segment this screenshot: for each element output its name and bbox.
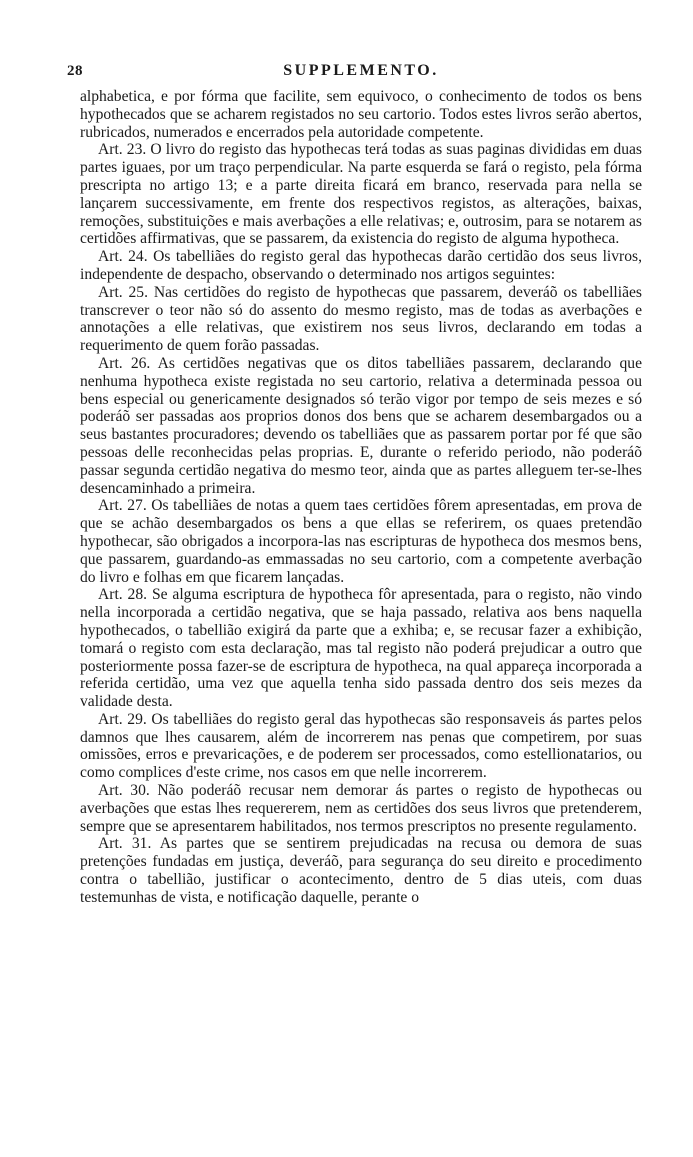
article-31 — [80, 835, 642, 906]
article-text: Não poderáõ recusar nem demorar ás partes o registo de hypothecas ou averbações que estas lhes requererem, nem as certidões dos seus livros que pretenderem, sempre que se apresentarem habilitados, nos termos prescriptos no presente regulamento. — [80, 782, 643, 835]
article-text: Os tabelliães do registo geral das hypothecas darão certidão dos seus livros, independente de despacho, observando o determinado nos artigos seguintes: — [80, 248, 642, 283]
article-label: Art. 24. — [98, 248, 148, 266]
article-29 — [80, 711, 642, 782]
article-text: As partes que se sentirem prejudicadas na recusa ou demora de suas pretenções fundadas em justiça, deveráõ, para segurança do seu direito e procedimento contra o tabellião, justificar o acontecimento, dentro de 5 dias uteis, com duas testemunhas de vista, e notificação daquelle, perante o — [80, 835, 642, 906]
article-27 — [80, 497, 642, 586]
page-header — [67, 60, 642, 82]
article-25 — [80, 284, 642, 355]
running-title: SUPPLEMENTO. — [283, 62, 439, 79]
paragraph-text: alphabetica, e por fórma que facilite, sem equivoco, o conhecimento de todos os bens hypothecados que se acharem registados no seu cartorio. Todos estes livros serão abertos, rubricados, numerados e encerrados pela autoridade competente. — [80, 88, 642, 141]
article-28 — [80, 586, 642, 711]
article-label: Art. 26. — [98, 354, 151, 372]
article-23 — [80, 141, 642, 248]
article-text: Nas certidões do registo de hypothecas que passarem, deveráõ os tabelliães transcrever o teor não só do assento do mesmo registo, mas de todas as averbações e annotações a elle relativas, que existirem nos seus livros, declarando em todas a requerimento de quem forão passadas. — [80, 283, 642, 355]
article-text: O livro do registo das hypothecas terá todas as suas paginas divididas em duas partes iguaes, por um traço perpendicular. Na parte esquerda se fará o registo, pela fórma prescripta no artigo 13; e a parte direita ficará em branco, reservada para nella se lançarem successivamente, em frente dos respectivos registos, as alterações, baixas, remoções, substituições e mais averbações a elle relativas; e, outrosim, para se notarem as certidões affirmativas, que se passarem, da existencia do registo de alguma hypotheca. — [80, 141, 642, 248]
body-text — [80, 88, 642, 907]
article-text: Os tabelliães de notas a quem taes certidões fôrem apresentadas, em prova de que se achão desembargados os bens a que ellas se referirem, os quaes pretendão hypothecar, são obrigados a incorpora-las nas escripturas de hypotheca dos mesmos bens, que passarem, guardando-as emmassadas no seu cartorio, com a competente averbação do livro e folhas em que ficarem lançadas. — [80, 497, 642, 586]
article-text: As certidões negativas que os ditos tabelliães passarem, declarando que nenhuma hypotheca existe registada no seu cartorio, relativa a determinada pessoa ou bens especial ou genericamente designados só terão vigor por tempo de seis mezes e só poderáõ ser passadas aos proprios donos dos bens que se acharem desembargados ou a seus bastantes procuradores; devendo os tabelliães que as passarem portar por fé que são pessoas delle reconhecidas pelas proprias. E, durante o referido periodo, não poderáõ passar segunda certidão negativa do mesmo teor, ainda que as partes alleguem ter-se-lhes desencaminhado a primeira. — [80, 354, 643, 497]
article-label: Art. 31. — [98, 835, 152, 853]
article-text: Os tabelliães do registo geral das hypothecas são responsaveis ás partes pelos damnos que lhes causarem, além de incorrerem nas penas que competirem, por suas omissões, erros e prevaricações, e de poderem ser processados, como estellionatarios, ou como complices d'este crime, nos casos em que nelle incorrerem. — [80, 710, 642, 782]
paragraph-continuation — [80, 88, 642, 141]
article-label: Art. 28. — [98, 586, 148, 604]
article-label: Art. 30. — [98, 782, 150, 800]
article-26 — [80, 355, 642, 497]
article-label: Art. 29. — [98, 710, 147, 728]
article-label: Art. 27. — [98, 497, 147, 515]
article-30 — [80, 782, 642, 835]
article-24 — [80, 248, 642, 284]
article-label: Art. 23. — [98, 141, 147, 159]
article-text: Se alguma escriptura de hypotheca fôr apresentada, para o registo, não vindo nella incorporada a certidão negativa, que se haja passado, relativa aos bens naquella hypothecados, o tabellião exigirá da parte que a exhiba; e, se recusar fazer a exhibição, tomará o registo com esta declaração, mas tal registo não poderá prejudicar a outro que posteriormente possa fazer-se de escriptura de hypotheca, na qual appareça incorporada a referida certidão, uma vez que aquella tenha sido passada dentro dos seis mezes da validade desta. — [80, 586, 642, 711]
page-number: 28 — [67, 63, 83, 79]
article-label: Art. 25. — [98, 283, 148, 301]
document-page — [67, 60, 643, 907]
